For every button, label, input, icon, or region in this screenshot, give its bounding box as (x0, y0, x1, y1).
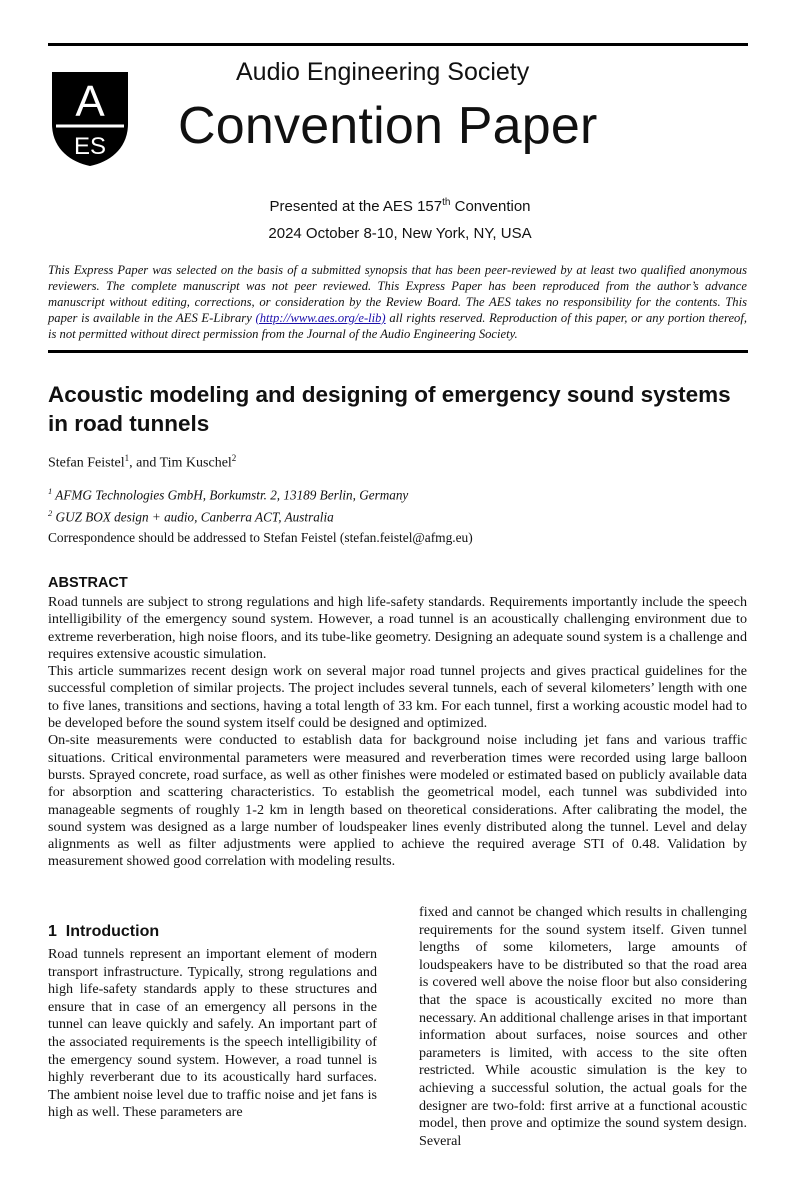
correspondence: Correspondence should be addressed to Stefan Feistel (stefan.feistel@afmg.eu) (48, 530, 473, 545)
top-rule (48, 43, 748, 46)
abstract-body (48, 594, 747, 871)
abstract-paragraph: Road tunnels are subject to strong regulations and high life-safety standards. Requirements importantly include the speech intelligibility of the emergency sound system. However, a road tunnel is an acoustically challenging environment due to extreme reverberation, high noise floors, and its tube-like geometry. Designing an adequate sound system is a challenge and requires extensive acoustic simulation. (48, 594, 747, 662)
intro-column-right (419, 904, 747, 1150)
affiliation-mark: 1 (48, 486, 53, 496)
affiliation-1 (48, 486, 408, 503)
author-affiliation-mark: 2 (231, 453, 237, 463)
logo-letter-a: A (75, 77, 105, 126)
convention-dates: 2024 October 8-10, New York, NY, USA (268, 225, 532, 242)
logo-letters-es: ES (73, 133, 107, 160)
paper-title: Acoustic modeling and designing of emergency sound systems in road tunnels (48, 382, 731, 436)
affiliation-mark: 2 (48, 508, 53, 518)
presented-sup: th (442, 197, 451, 208)
author-list (48, 453, 236, 472)
intro-paragraph: fixed and cannot be changed which results in challenging requirements for the sound system itself. Given tunnel lengths of some kilometers, large amounts of loudspeakers have to be distributed so that the road area is covered well above the noise floor but also considering that the space is acoustically excited no more than necessary. An additional challenge arises in that important information about surfaces, noise sources and other parameters is limited, with access to the site often restricted. While acoustic simulation is the key to achieving a successful solution, the actual goals for the designer are two-fold: first arrive at a functional acoustic model, then prove and optimize the sound system design. Several (419, 904, 747, 1149)
section-rule (48, 350, 748, 353)
introduction-heading (48, 923, 159, 941)
presented-post: Convention (450, 198, 531, 215)
notice-text-1: This Express Paper was selected on the basis of a submitted synopsis that has been peer-reviewed by at least two qualified anonymous reviewers. The complete manuscript was not peer reviewed. This Express Paper has been reproduced from the author’s advance manuscript without editing, corrections, or consideration by the Review Board. The AES takes no responsibility for the contents. This paper is available in the AES E-Library (48, 263, 747, 325)
presented-at (0, 197, 800, 215)
intro-column-left (48, 946, 377, 1122)
author-name: Stefan Feistel (48, 455, 125, 471)
affiliation-text: AFMG Technologies GmbH, Borkumstr. 2, 13189 Berlin, Germany (52, 487, 409, 503)
aes-logo (48, 70, 132, 168)
notice-text-2: all rights reserved. Reproduction of this paper, or any portion thereof, is not permitted without direct permission from the Journal of the Audio Engineering Society. (48, 311, 747, 341)
author-separator: , and (129, 455, 160, 471)
abstract-paragraph: This article summarizes recent design work on several major road tunnel projects and gives practical guidelines for the successful completion of similar projects. The project includes several tunnels, each of several kilometers’ length with one to five lanes, transitions and sections, having a total length of 33 km. For each tunnel, first a working acoustic model had to be developed before the sound system itself could be designed and optimized. (48, 663, 747, 732)
intro-paragraph: Road tunnels represent an important element of modern transport infrastructure. Typically, strong regulations and high life-safety standards apply to these structures and ensure that in case of an emergency all persons in the tunnel can leave quickly and safely. An important part of the associated requirements is the speech intelligibility of the emergency sound system. However, a road tunnel is highly reverberant due to its acoustically hard surfaces. The ambient noise level due to traffic noise and jet fans is high as well. These parameters are (48, 946, 377, 1121)
section-number: 1 (48, 923, 57, 940)
express-paper-notice (48, 262, 747, 342)
presented-pre: Presented at the AES 157 (269, 198, 443, 215)
elibrary-link[interactable]: (http://www.aes.org/e-lib) (255, 311, 386, 325)
author-name: Tim Kuschel (159, 455, 232, 471)
affiliation-2 (48, 508, 334, 525)
affiliation-text: GUZ BOX design + audio, Canberra ACT, Australia (52, 509, 334, 525)
document-type: Convention Paper (178, 97, 598, 155)
author-affiliation-mark: 1 (124, 453, 130, 463)
abstract-heading: ABSTRACT (48, 575, 128, 591)
society-name: Audio Engineering Society (236, 58, 530, 86)
abstract-paragraph: On-site measurements were conducted to establish data for background noise including jet fans and various traffic situations. Critical environmental parameters were measured and reverberation times were recorded using large balloon bursts. Sprayed concrete, road surface, as well as other finishes were modeled or estimated based on publicly available data for absorption and scattering characteristics. To establish the geometrical model, each tunnel was subdivided into manageable segments of roughly 1-2 km in length based on theoretical considerations. After calibrating the model, the sound system was designed as a large number of loudspeaker lines evenly distributed along the tunnel. Level and delay alignments as well as filter adjustments were applied to achieve the required average STI of 0.48. Validation by measurement showed good correlation with modeling results. (48, 732, 747, 870)
section-title: Introduction (65, 923, 160, 940)
